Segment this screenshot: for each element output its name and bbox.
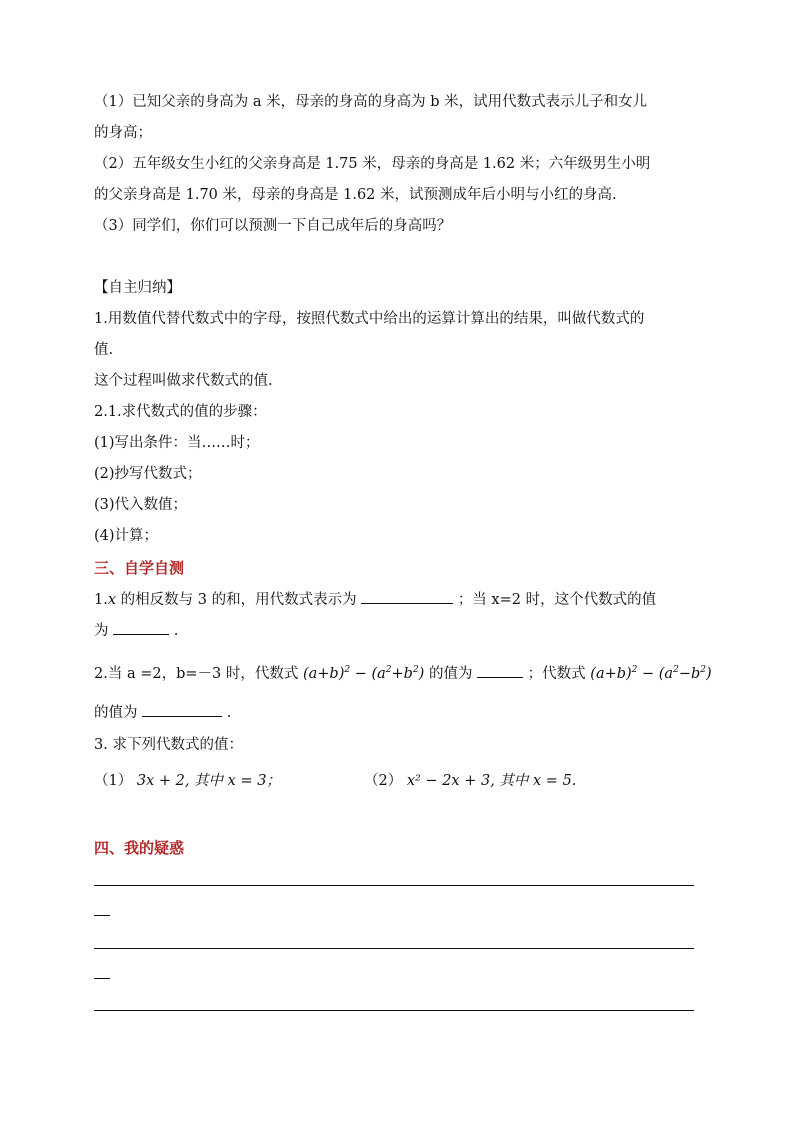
- question-3: （3）同学们，你们可以预测一下自己成年后的身高吗？: [94, 218, 452, 234]
- exercise-2-line-2: 的值为 .: [94, 702, 231, 723]
- writing-line-1[interactable]: [94, 885, 694, 886]
- summary-title: 【自主归纳】: [94, 280, 181, 296]
- exercise-1-text-4: 为: [94, 623, 109, 639]
- summary-steps-title: 2.1.求代数式的值的步骤：: [94, 404, 267, 420]
- question-1-line-2: 的身高；: [94, 125, 152, 141]
- answer-blank-2[interactable]: [113, 620, 169, 635]
- exercise-3-part-1: [94, 771, 281, 791]
- writing-line-3[interactable]: [94, 1010, 694, 1011]
- exercise-3-part-2: [364, 771, 576, 791]
- exercise-2-text-5: 的值为: [94, 705, 138, 721]
- exercise-2-text-2: a =2，b=－3 时，代数式: [126, 666, 299, 682]
- exercise-2-text-4: ；代数式: [527, 666, 586, 682]
- exercise-1-text: 的相反数与 3 的和，用代数式表示为: [120, 592, 357, 608]
- step-1: (1)写出条件：当……时；: [94, 435, 260, 451]
- exercise-1-line-2: 为 .: [94, 620, 178, 641]
- exercise-2-text-3: 的值为: [428, 666, 473, 682]
- summary-definition-line-2: 值.: [94, 342, 114, 358]
- exercise-2-line-1: [94, 663, 712, 684]
- part-1-label: （1）: [94, 773, 133, 789]
- writing-dash-2: [94, 978, 110, 979]
- part-2-expression: x² − 2x + 3, 其中 x = 5.: [406, 773, 577, 789]
- writing-line-2[interactable]: [94, 948, 694, 949]
- exercise-2-text-1: 2.当: [94, 666, 123, 682]
- variable-x: x: [107, 592, 117, 608]
- answer-blank-3[interactable]: [477, 663, 523, 678]
- step-3: (3)代入数值；: [94, 497, 188, 513]
- answer-blank-1[interactable]: [361, 589, 453, 604]
- exercise-3-title: 3. 求下列代数式的值：: [94, 737, 243, 753]
- exercise-1-text-2: ；当: [457, 592, 487, 608]
- section-4-heading: 四、我的疑惑: [94, 839, 185, 857]
- question-1-line-1: （1）已知父亲的身高为 a 米，母亲的身高的身高为 b 米，试用代数式表示儿子和女儿: [94, 94, 648, 110]
- question-2-line-1: （2）五年级女生小红的父亲身高是 1.75 米，母亲的身高是 1.62 米；六年级男生小明: [94, 156, 651, 172]
- writing-dash-1: [94, 915, 110, 916]
- part-2-label: （2）: [364, 773, 403, 789]
- answer-blank-4[interactable]: [142, 702, 222, 717]
- summary-process: 这个过程叫做求代数式的值.: [94, 373, 273, 389]
- section-3-heading: 三、自学自测: [94, 559, 185, 577]
- step-4: (4)计算；: [94, 528, 159, 544]
- part-1-expression: 3x + 2, 其中 x = 3；: [136, 773, 281, 789]
- expression-2: $(a+b)^2 - (a^2-b^2)$: [590, 665, 712, 682]
- expression-1: $(a+b)^2 - (a^2+b^2)$: [302, 665, 425, 682]
- exercise-1-line-1: 1.x 的相反数与 3 的和，用代数式表示为 ；当 x=2 时，这个代数式的值: [94, 589, 656, 610]
- question-2-line-2: 的父亲身高是 1.70 米，母亲的身高是 1.62 米，试预测成年后小明与小红的身高.: [94, 187, 617, 203]
- exercise-1-text-3: x=2 时，这个代数式的值: [491, 592, 657, 608]
- step-2: (2)抄写代数式；: [94, 466, 202, 482]
- summary-definition-line-1: 1.用数值代替代数式中的字母，按照代数式中给出的运算计算出的结果，叫做代数式的: [94, 311, 645, 327]
